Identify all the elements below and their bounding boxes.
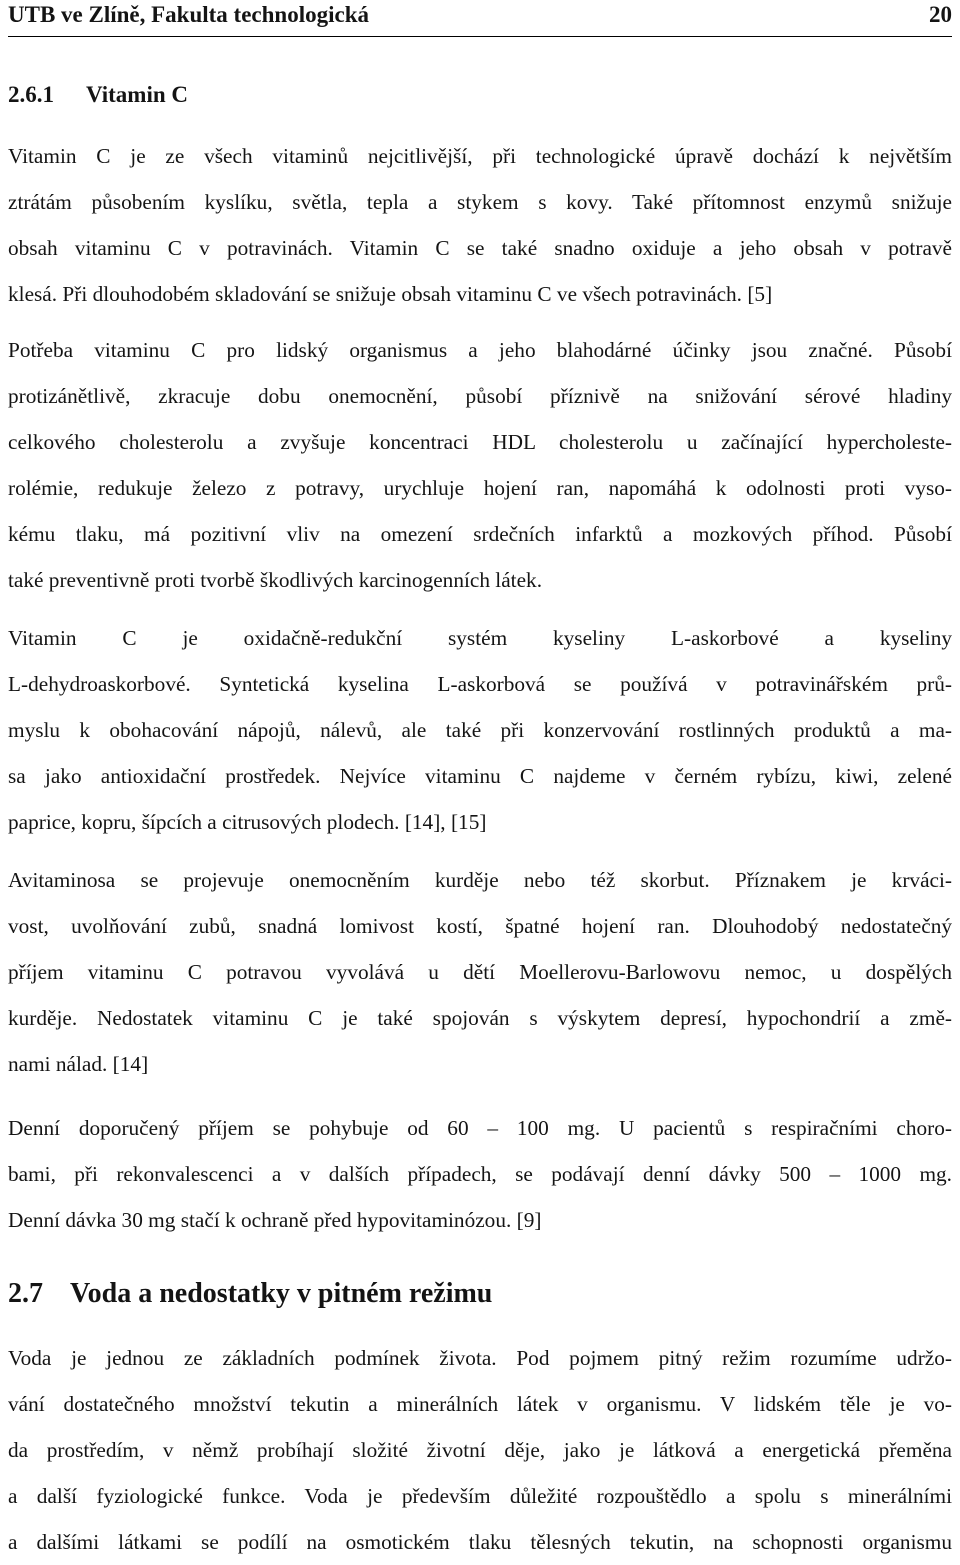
text-line: bami, při rekonvalescenci a v dalších případech, se podávají denní dávky 500 – 1000 mg. — [8, 1162, 952, 1186]
text-line: L-dehydroaskorbové. Syntetická kyselina L-askorbová se používá v potravinářském prů- — [8, 672, 952, 696]
text-line: kurděje. Nedostatek vitaminu C je také spojován s výskytem depresí, hypochondrií a změ- — [8, 1006, 952, 1030]
text-line: Avitaminosa se projevuje onemocněním kurděje nebo též skorbut. Příznakem je krváci- — [8, 868, 952, 892]
subsection-title: Vitamin C — [86, 82, 189, 107]
text-line: kému tlaku, má pozitivní vliv na omezení srdečních infarktů a mozkových příhod. Působí — [8, 522, 952, 546]
text-line: vání dostatečného množství tekutin a minerálních látek v organismu. V lidském těle je vo- — [8, 1392, 952, 1416]
page-header — [8, 0, 952, 37]
text-line: klesá. Při dlouhodobém skladování se snižuje obsah vitaminu C ve všech potravinách. [5] — [8, 282, 773, 306]
text-line: protizánětlivě, zkracuje dobu onemocnění, působí příznivě na snižování sérové hladiny — [8, 384, 952, 408]
text-line: příjem vitaminu C potravou vyvolává u dětí Moellerovu-Barlowovu nemoc, u dospělých — [8, 960, 952, 984]
text-line: také preventivně proti tvorbě škodlivých karcinogenních látek. — [8, 568, 543, 592]
text-line: ztrátám působením kyslíku, světla, tepla a stykem s kovy. Také přítomnost enzymů snižuje — [8, 190, 952, 214]
paragraph-daily-intake — [8, 1105, 952, 1243]
text-line: Denní dávka 30 mg stačí k ochraně před hypovitaminózou. [9] — [8, 1208, 542, 1232]
text-line: nami nálad. [14] — [8, 1052, 149, 1076]
paragraph-avitaminosis — [8, 857, 952, 1087]
text-line: Vitamin C je oxidačně-redukční systém kyseliny L-askorbové a kyseliny — [8, 626, 952, 650]
text-line: Denní doporučený příjem se pohybuje od 60 – 100 mg. U pacientů s respiračními choro- — [8, 1116, 952, 1140]
text-line: obsah vitaminu C v potravinách. Vitamin C se také snadno oxiduje a jeho obsah v potravě — [8, 236, 952, 260]
paragraph-vitamin-c-redox — [8, 615, 952, 845]
text-line: sa jako antioxidační prostředek. Nejvíce vitaminu C najdeme v černém rybízu, kiwi, zelené — [8, 764, 952, 788]
text-line: vost, uvolňování zubů, snadná lomivost kostí, špatné hojení ran. Dlouhodobý nedostatečný — [8, 914, 952, 938]
text-line: a dalšími látkami se podílí na osmotickém tlaku tělesných tekutin, na schopnosti organismu — [8, 1530, 952, 1554]
text-line: da prostředím, v němž probíhají složité životní děje, jako je látková a energetická přeměna — [8, 1438, 952, 1462]
text-line: paprice, kopru, šípcích a citrusových plodech. [14], [15] — [8, 810, 487, 834]
text-line: rolémie, redukuje železo z potravy, urychluje hojení ran, napomáhá k odolnosti proti vyso- — [8, 476, 952, 500]
subsection-heading — [8, 80, 952, 110]
paragraph-water — [8, 1335, 952, 1565]
text-line: myslu k obohacování nápojů, nálevů, ale také při konzervování rostlinných produktů a ma- — [8, 718, 952, 742]
text-line: a další fyziologické funkce. Voda je především důležité rozpouštědlo a spolu s minerálními — [8, 1484, 952, 1508]
text-line: celkového cholesterolu a zvyšuje koncentraci HDL cholesterolu u začínající hypercholeste- — [8, 430, 952, 454]
text-line: Potřeba vitaminu C pro lidský organismus a jeho blahodárné účinky jsou značné. Působí — [8, 338, 952, 362]
paragraph-vitamin-c-sensitivity — [8, 133, 952, 317]
section-number: 2.7 — [8, 1278, 43, 1309]
paragraph-vitamin-c-benefits — [8, 327, 952, 603]
text-line: Voda je jednou ze základních podmínek života. Pod pojmem pitný režim rozumíme udržo- — [8, 1346, 952, 1370]
page-number: 20 — [929, 2, 952, 27]
section-title: Voda a nedostatky v pitném režimu — [70, 1278, 493, 1309]
section-heading — [8, 1276, 952, 1312]
subsection-number: 2.6.1 — [8, 82, 54, 107]
header-title: UTB ve Zlíně, Fakulta technologická — [8, 2, 369, 27]
text-line: Vitamin C je ze všech vitaminů nejcitlivější, při technologické úpravě dochází k největším — [8, 144, 952, 168]
